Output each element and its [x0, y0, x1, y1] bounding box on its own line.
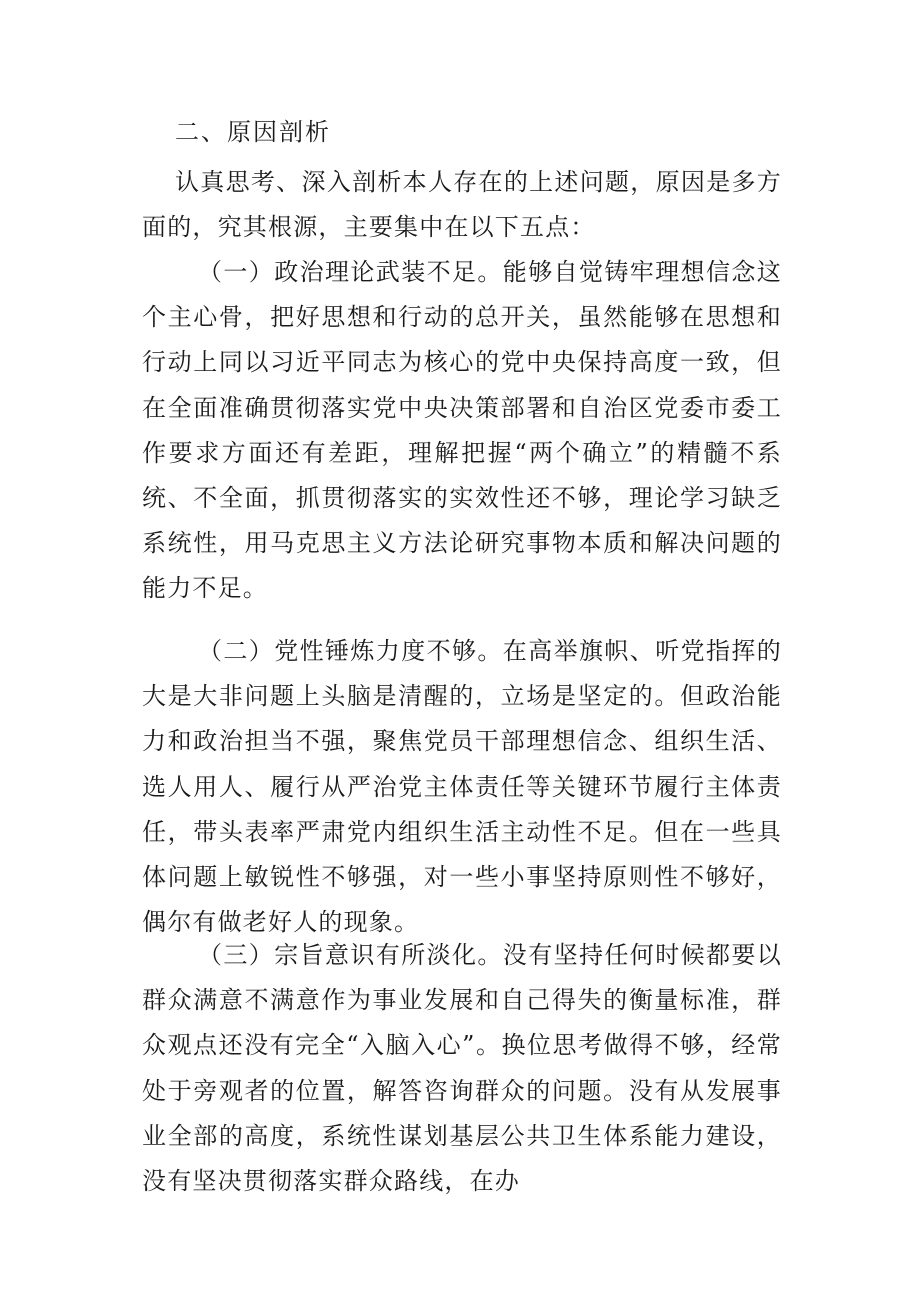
paragraph-party-spirit: （二）党性锤炼力度不够。在高举旗帜、听党指挥的大是大非问题上头脑是清醒的，立场是坚定的。但政治能力和政治担当不强，聚焦党员干部理想信念、组织生活、选人用人、履行从严治党主体责任等关键环节履行主体责任，带头表率严肃党内组织生活主动性不足。但在一些具体问题上敏锐性不够强，对一些小事坚持原则性不够好，偶尔有做老好人的现象。 [142, 637, 782, 937]
paragraph-political-theory: （一）政治理论武装不足。能够自觉铸牢理想信念这个主心骨，把好思想和行动的总开关，虽然能够在思想和行动上同以习近平同志为核心的党中央保持高度一致，但在全面准确贯彻落实党中央决策部署和自治区党委市委工作要求方面还有差距，理解把握“两个确立”的精髓不系统、不全面，抓贯彻落实的实效性还不够，理论学习缺乏系统性，用马克思主义方法论研究事物本质和解决问题的能力不足。 [142, 258, 782, 603]
paragraph-intro: 认真思考、深入剖析本人存在的上述问题，原因是多方面的，究其根源，主要集中在以下五点： [142, 168, 782, 242]
section-heading: 二、原因剖析 [175, 118, 331, 146]
paragraph-purpose-awareness: （三）宗旨意识有所淡化。没有坚持任何时候都要以群众满意不满意作为事业发展和自己得失的衡量标准，群众观点还没有完全“入脑入心”。换位思考做得不够，经常处于旁观者的位置，解答咨询群众的问题。没有从发展事业全部的高度，系统性谋划基层公共卫生体系能力建设，没有坚决贯彻落实群众路线，在办 [142, 941, 782, 1196]
